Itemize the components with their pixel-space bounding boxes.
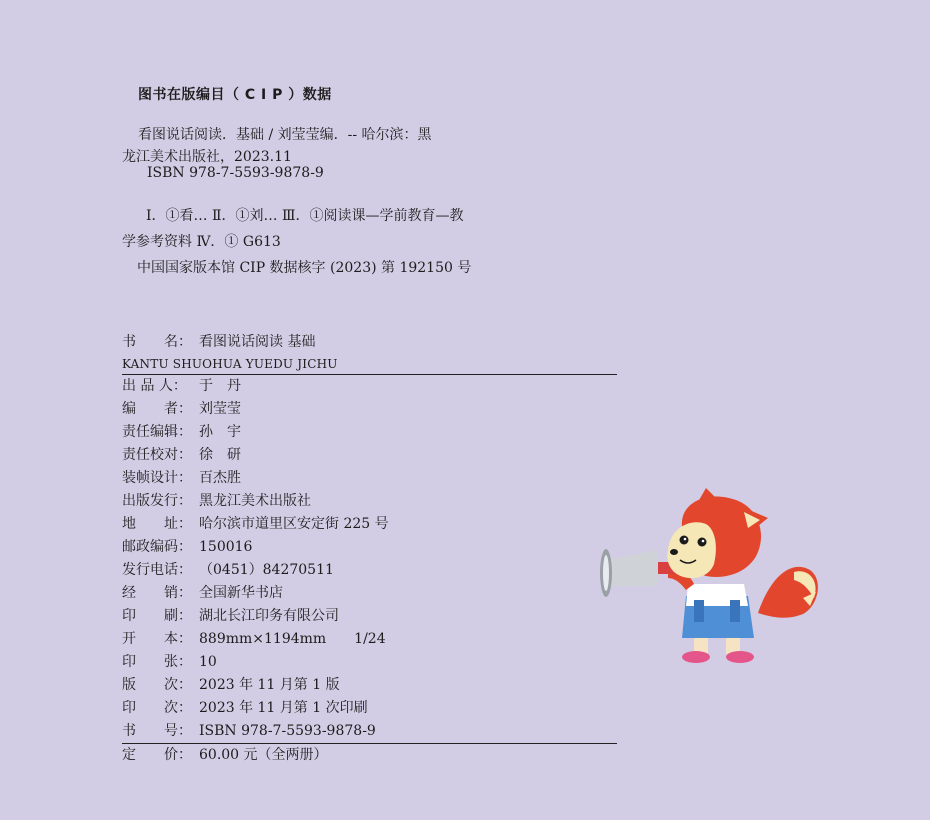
colophon-value: 刘莹莹 xyxy=(199,401,241,417)
fox-mascot-with-megaphone-icon xyxy=(598,488,823,673)
colophon-row xyxy=(122,490,617,513)
colophon-label: 经 销： xyxy=(122,585,192,601)
colophon-value: 于 丹 xyxy=(199,378,241,394)
colophon-label: 出版发行： xyxy=(122,493,192,509)
colophon-row xyxy=(122,582,617,605)
colophon-row xyxy=(122,467,617,490)
colophon-row xyxy=(122,674,617,697)
colophon-value: 哈尔滨市道里区安定街 225 号 xyxy=(199,516,389,532)
colophon-label: 出 品 人： xyxy=(122,378,187,394)
colophon-value: 黑龙江美术出版社 xyxy=(199,493,311,509)
colophon-label: 编 者： xyxy=(122,401,192,417)
colophon-value: ISBN 978-7-5593-9878-9 xyxy=(199,723,376,739)
colophon-value: 徐 研 xyxy=(199,447,241,463)
colophon-label: 书 号： xyxy=(122,723,192,739)
book-name-label: 书 名： xyxy=(122,334,192,350)
colophon-label: 地 址： xyxy=(122,516,192,532)
colophon-value: 60.00 元（全两册） xyxy=(199,747,328,763)
colophon-label: 邮政编码： xyxy=(122,539,192,555)
colophon-row xyxy=(122,536,617,559)
cip-line-1: 看图说话阅读．基础 / 刘莹莹编．-- 哈尔滨：黑 xyxy=(138,127,432,143)
colophon-row xyxy=(122,744,617,767)
colophon-row xyxy=(122,375,617,398)
colophon-value: 百杰胜 xyxy=(199,470,241,486)
cip-title: 图书在版编目（ C I P ）数据 xyxy=(138,87,332,103)
colophon-label: 责任编辑： xyxy=(122,424,192,440)
cip-core-number: 中国国家版本馆 CIP 数据核字 (2023) 第 192150 号 xyxy=(137,260,472,276)
colophon-label: 印 张： xyxy=(122,654,192,670)
colophon-row xyxy=(122,697,617,720)
colophon-label: 装帧设计： xyxy=(122,470,192,486)
colophon-label: 开 本： xyxy=(122,631,192,647)
colophon-label: 印 次： xyxy=(122,700,192,716)
colophon-row xyxy=(122,444,617,467)
colophon-row xyxy=(122,720,617,744)
book-name-row xyxy=(122,331,617,354)
colophon-value: 孙 宇 xyxy=(199,424,241,440)
colophon-row xyxy=(122,628,617,651)
colophon-value: 10 xyxy=(199,654,217,670)
colophon-value: 湖北长江印务有限公司 xyxy=(199,608,339,624)
colophon-row xyxy=(122,513,617,536)
colophon-row xyxy=(122,559,617,582)
colophon-value: 889mm×1194mm 1/24 xyxy=(199,631,386,647)
cip-classification: Ⅰ．①看… Ⅱ．①刘… Ⅲ．①阅读课—学前教育—教 xyxy=(146,208,464,224)
colophon-row xyxy=(122,605,617,628)
colophon xyxy=(122,331,617,767)
colophon-value: 2023 年 11 月第 1 版 xyxy=(199,677,340,693)
colophon-value: 150016 xyxy=(199,539,253,555)
book-name-pinyin: KANTU SHUOHUA YUEDU JICHU xyxy=(122,354,617,375)
cip-line-2: 龙江美术出版社，2023.11 xyxy=(122,149,292,165)
cip-isbn: ISBN 978-7-5593-9878-9 xyxy=(147,165,324,181)
colophon-label: 定 价： xyxy=(122,747,192,763)
colophon-row xyxy=(122,421,617,444)
colophon-value: 全国新华书店 xyxy=(199,585,283,601)
colophon-row xyxy=(122,398,617,421)
colophon-value: 2023 年 11 月第 1 次印刷 xyxy=(199,700,368,716)
colophon-row xyxy=(122,651,617,674)
book-name-value: 看图说话阅读 基础 xyxy=(199,334,316,350)
colophon-label: 印 刷： xyxy=(122,608,192,624)
colophon-label: 版 次： xyxy=(122,677,192,693)
cip-classification-cont: 学参考资料 Ⅳ．① G613 xyxy=(122,234,281,250)
colophon-label: 责任校对： xyxy=(122,447,192,463)
colophon-value: （0451）84270511 xyxy=(199,562,334,578)
colophon-label: 发行电话： xyxy=(122,562,192,578)
